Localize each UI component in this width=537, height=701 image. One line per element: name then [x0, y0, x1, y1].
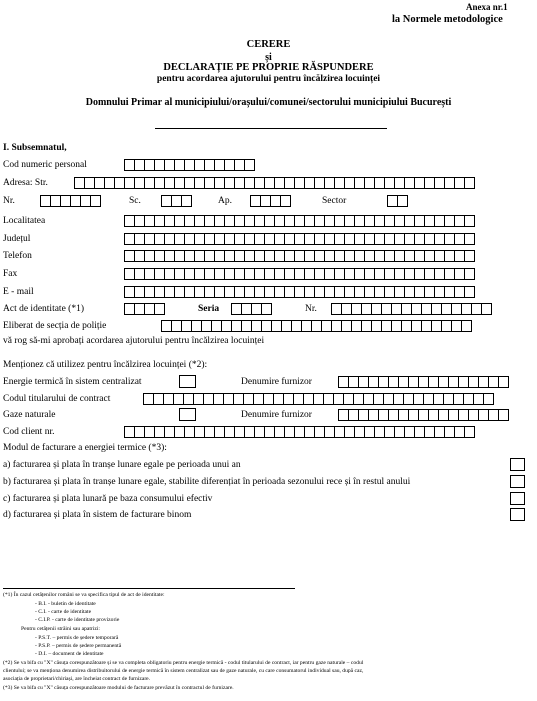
telefon-label: Telefon	[3, 251, 32, 261]
seria-boxes[interactable]	[231, 303, 272, 315]
option-b-checkbox[interactable]	[510, 475, 525, 488]
footnote-3: (*3) Se va bifa cu "X" căsuța corespunzătoare modului de facturare prevăzut în contractul de furnizare.	[3, 685, 234, 691]
eliberat-boxes[interactable]	[161, 320, 472, 332]
localitatea-label: Localitatea	[3, 216, 46, 226]
telefon-boxes[interactable]	[124, 250, 475, 262]
footnote-1-ci: - C.I. - carte de identitate	[35, 609, 92, 615]
heating-intro: Menționez că utilizez pentru încălzirea locuinței (*2):	[3, 360, 208, 370]
addressee: Domnului Primar al municipiului/orașului/comunei/sectorului municipiului București	[85, 97, 452, 108]
footnote-separator	[3, 588, 295, 589]
fax-boxes[interactable]	[124, 268, 475, 280]
denumire-furnizor-label-1: Denumire furnizor	[241, 377, 312, 387]
email-boxes[interactable]	[124, 286, 475, 298]
sector-boxes[interactable]	[387, 195, 408, 207]
option-c-checkbox[interactable]	[510, 492, 525, 505]
energie-termica-checkbox[interactable]	[179, 375, 196, 388]
judetul-label: Județul	[3, 234, 31, 244]
apartament-boxes[interactable]	[250, 195, 291, 207]
footnote-2-line-3: asociația de proprietari/chiriași, are încheiat contract de furnizare.	[3, 676, 151, 682]
title-declaratie: DECLARAȚIE PE PROPRIE RĂSPUNDERE	[163, 62, 374, 73]
addressee-underline	[155, 128, 387, 129]
seria-label: Seria	[198, 304, 220, 314]
footnote-2-line-1: (*2) Se va bifa cu "X" căsuța corespunzătoare și se va completa obligatoriu pentru energie termică - codul titularului de contract, iar pentru gaze naturale – codul	[3, 660, 364, 666]
option-b-label: b) facturarea și plata în tranșe lunare egale, stabilite diferențiat în perioada sezonului rece și în restul anului	[3, 477, 411, 487]
denumire-furnizor-label-2: Denumire furnizor	[241, 410, 312, 420]
annex-number: Anexa nr.1	[466, 2, 508, 12]
act-nr-label: Nr.	[305, 304, 317, 314]
gaze-naturale-label: Gaze naturale	[3, 410, 56, 420]
address-nr-label: Nr.	[3, 196, 15, 206]
furnizor-2-boxes[interactable]	[338, 409, 509, 421]
apartament-label: Ap.	[218, 196, 232, 206]
footnote-1-psp: - P.S.P. – permis de ședere permanentă	[35, 643, 122, 649]
title-subtitle: pentru acordarea ajutorului pentru încălzirea locuinței	[156, 74, 381, 84]
fax-label: Fax	[3, 269, 18, 279]
act-identitate-label: Act de identitate (*1)	[3, 304, 84, 314]
address-street-label: Adresa: Str.	[3, 178, 48, 188]
title-si: și	[265, 52, 272, 63]
section-heading: I. Subsemnatul,	[3, 143, 67, 153]
nr-boxes[interactable]	[40, 195, 101, 207]
option-c-label: c) facturarea și plata lunară pe baza consumului efectiv	[3, 494, 213, 504]
request-statement: vă rog să-mi aprobați acordarea ajutorului pentru încălzirea locuinței	[3, 336, 265, 346]
email-label: E - mail	[3, 287, 34, 297]
cod-titular-boxes[interactable]	[143, 393, 494, 405]
footnote-1-cip: - C.I.P. - carte de identitate provizorie	[35, 617, 120, 623]
title-cerere: CERERE	[246, 39, 291, 50]
act-boxes[interactable]	[124, 303, 165, 315]
footnote-2-line-2: clientului; se va menționa denumirea distribuitorului de energie termică în sistem centralizat sau de gaze naturale, cu care consumatorul individual sau, după caz,	[3, 668, 364, 674]
cnp-label: Cod numeric personal	[3, 160, 87, 170]
footnote-1-di: - D.I. – document de identitate	[35, 651, 104, 657]
modul-facturare-label: Modul de facturare a energiei termice (*3):	[3, 443, 167, 453]
street-boxes[interactable]	[74, 177, 475, 189]
footnote-1-pst: - P.S.T. – permis de ședere temporară	[35, 635, 119, 641]
option-d-checkbox[interactable]	[510, 508, 525, 521]
annex-subtitle: la Normele metodologice	[392, 14, 503, 25]
gaze-naturale-checkbox[interactable]	[179, 408, 196, 421]
judetul-boxes[interactable]	[124, 233, 475, 245]
scara-label: Sc.	[129, 196, 141, 206]
cod-titular-label: Codul titularului de contract	[3, 394, 111, 404]
cnp-boxes[interactable]	[124, 159, 255, 171]
eliberat-label: Eliberat de secția de poliție	[3, 321, 107, 331]
cod-client-label: Cod client nr.	[3, 427, 55, 437]
footnote-1-straini: Pentru cetățenii străini sau apatrizi:	[21, 626, 100, 632]
sector-label: Sector	[322, 196, 347, 206]
option-a-label: a) facturarea și plata în tranșe lunare egale pe perioada unui an	[3, 460, 241, 470]
footnote-1: (*1) În cazul cetățenilor români se va specifica tipul de act de identitate:	[3, 592, 165, 598]
option-d-label: d) facturarea și plata în sistem de facturare binom	[3, 510, 192, 520]
act-nr-boxes[interactable]	[331, 303, 492, 315]
cod-client-boxes[interactable]	[124, 426, 475, 438]
energie-termica-label: Energie termică în sistem centralizat	[3, 377, 142, 387]
localitatea-boxes[interactable]	[124, 215, 475, 227]
footnote-1-bi: - B.I. - buletin de identitate	[35, 601, 96, 607]
furnizor-1-boxes[interactable]	[338, 376, 509, 388]
option-a-checkbox[interactable]	[510, 458, 525, 471]
scara-boxes[interactable]	[161, 195, 192, 207]
